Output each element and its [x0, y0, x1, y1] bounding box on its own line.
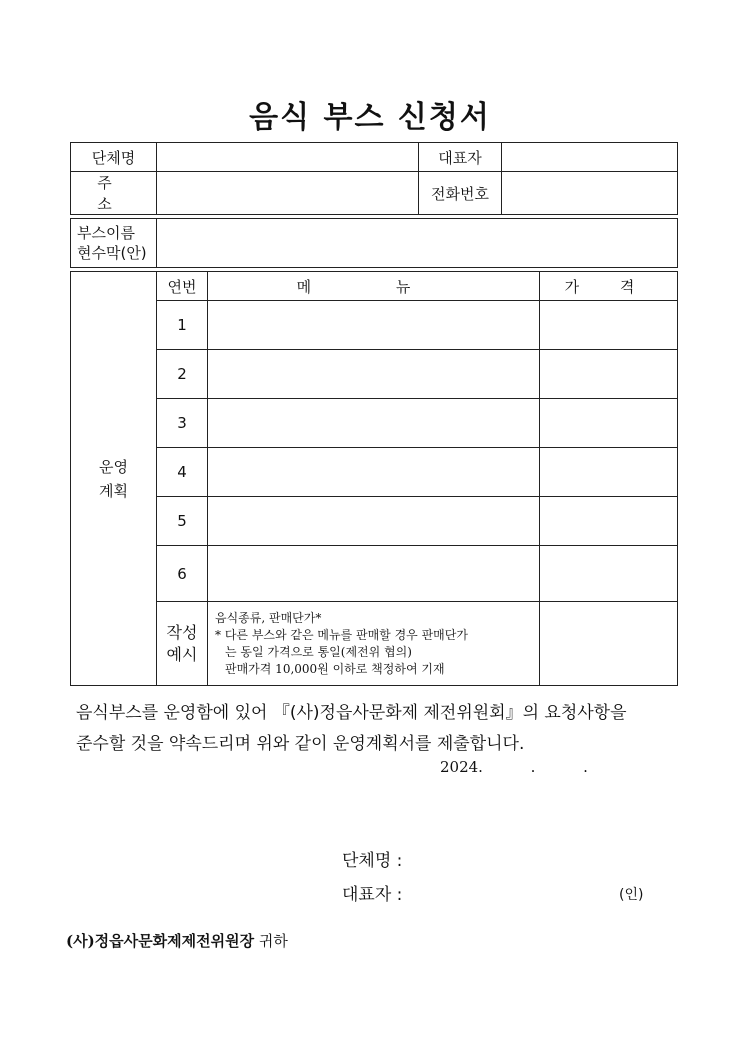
- rep-field[interactable]: [502, 143, 678, 172]
- plan-label-line1: 운영: [99, 457, 128, 476]
- statement-line1: 음식부스를 운영함에 있어 『(사)정읍사문화제 제전위원회』의 요청사항을: [76, 703, 627, 723]
- addressee: [66, 930, 288, 951]
- row-number: 5: [157, 497, 208, 546]
- example-row: [71, 602, 678, 686]
- example-text: [208, 602, 540, 686]
- submission-date: 2024. . .: [440, 758, 588, 776]
- row-number: 1: [157, 301, 208, 350]
- application-form: [70, 142, 677, 686]
- price-field[interactable]: [540, 497, 678, 546]
- address-label: 주 소: [71, 172, 157, 215]
- example-label: [157, 602, 208, 686]
- menu-field[interactable]: [208, 497, 540, 546]
- plan-label-line2: 계획: [99, 481, 128, 500]
- price-field[interactable]: [540, 546, 678, 602]
- example-price-cell: [540, 602, 678, 686]
- col-price-header: 가 격: [540, 272, 678, 301]
- price-field[interactable]: [540, 350, 678, 399]
- col-menu-header: 메 뉴: [208, 272, 540, 301]
- example-line: 는 동일 가격으로 통일(제전위 협의): [225, 644, 412, 659]
- booth-name-field[interactable]: [157, 219, 678, 268]
- booth-label-line2: 현수막(안): [77, 244, 147, 262]
- seal-mark: (인): [619, 887, 644, 903]
- page-title: 음식 부스 신청서: [249, 100, 491, 135]
- example-line: 음식종류, 판매단가*: [215, 610, 322, 625]
- addressee-name: (사)정읍사문화제제전위원장: [66, 932, 255, 950]
- menu-field[interactable]: [208, 448, 540, 497]
- table-row: [71, 448, 678, 497]
- rep-label: 대표자: [419, 143, 502, 172]
- row-number: 3: [157, 399, 208, 448]
- booth-table: [70, 218, 678, 268]
- price-field[interactable]: [540, 448, 678, 497]
- example-label-line1: 작성: [166, 622, 198, 642]
- signature-rep-label: 대표자 :: [342, 885, 403, 905]
- example-label-line2: 예시: [166, 644, 198, 664]
- statement-line2: 준수할 것을 약속드리며 위와 같이 운영계획서를 제출합니다.: [76, 734, 525, 754]
- operation-plan-label: [71, 272, 157, 686]
- table-row: [71, 497, 678, 546]
- example-line: * 다른 부스와 같은 메뉴를 판매할 경우 판매단가: [215, 627, 468, 642]
- menu-field[interactable]: [208, 399, 540, 448]
- table-row: [71, 301, 678, 350]
- table-row: [71, 350, 678, 399]
- operation-plan-table: [70, 271, 678, 686]
- addressee-suffix: 귀하: [258, 932, 288, 950]
- phone-label: 전화번호: [419, 172, 502, 215]
- org-name-field[interactable]: [157, 143, 419, 172]
- example-line: 판매가격 10,000원 이하로 책정하여 기재: [225, 661, 445, 676]
- booth-name-label: [71, 219, 157, 268]
- menu-field[interactable]: [208, 301, 540, 350]
- info-table: [70, 142, 678, 215]
- menu-field[interactable]: [208, 350, 540, 399]
- row-number: 4: [157, 448, 208, 497]
- menu-field[interactable]: [208, 546, 540, 602]
- col-number-header: 연번: [157, 272, 208, 301]
- address-field[interactable]: [157, 172, 419, 215]
- org-name-label: 단체명: [71, 143, 157, 172]
- booth-label-line1: 부스이름: [77, 224, 135, 242]
- row-number: 6: [157, 546, 208, 602]
- signature-org-label: 단체명 :: [342, 851, 403, 871]
- price-field[interactable]: [540, 399, 678, 448]
- pledge-statement: [76, 698, 686, 760]
- price-field[interactable]: [540, 301, 678, 350]
- table-row: [71, 546, 678, 602]
- phone-field[interactable]: [502, 172, 678, 215]
- row-number: 2: [157, 350, 208, 399]
- table-row: [71, 399, 678, 448]
